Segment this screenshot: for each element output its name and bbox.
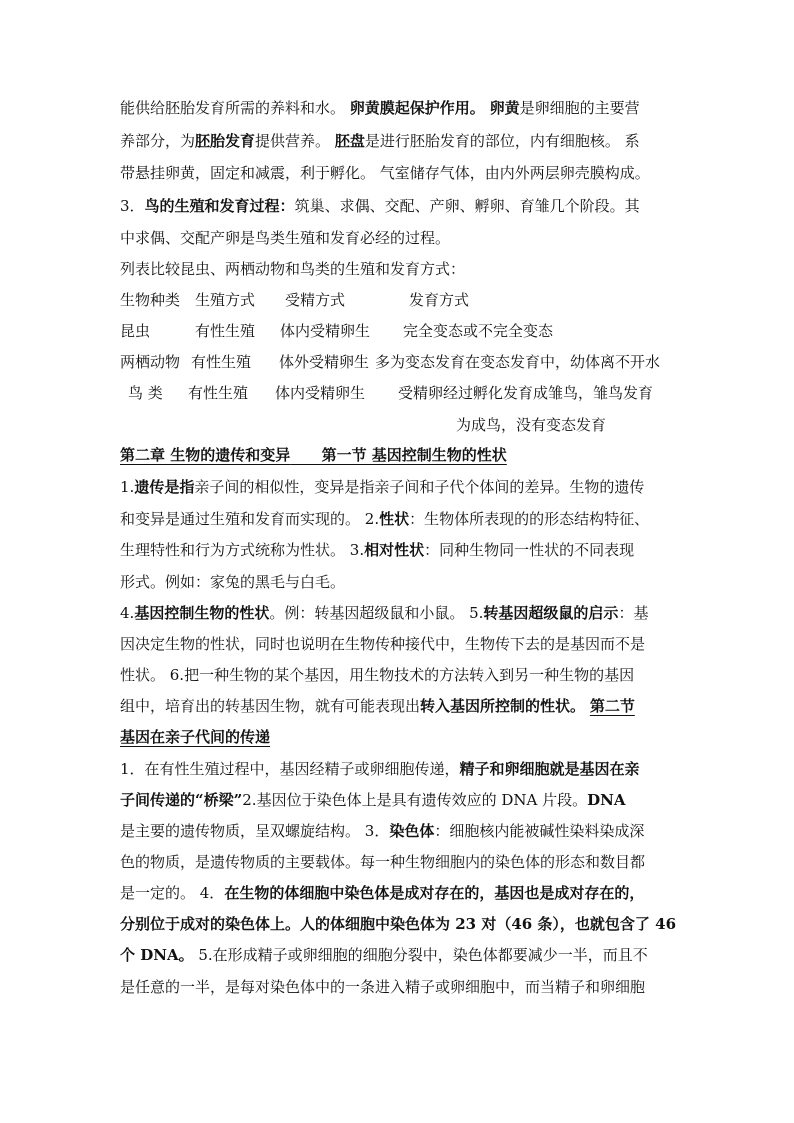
text-run: 是主要的遗传物质，呈双螺旋结构。 3． xyxy=(120,822,390,840)
table-cell-continuation: 为成鸟，没有变态发育 xyxy=(456,416,607,434)
text-run: 是进行胚胎发育的部位，内有细胞核。 系 xyxy=(364,132,640,150)
bold-text: 鸟的生殖和发育过程： xyxy=(144,197,295,215)
bold-text: 卵黄 xyxy=(489,99,520,117)
text-line: 是任意的一半，是每对染色体中的一条进入精子或卵细胞中，而当精子和卵细胞 xyxy=(120,978,646,996)
text-line: 列表比较昆虫、两栖动物和鸟类的生殖和发育方式： xyxy=(120,260,466,278)
text-line xyxy=(120,790,625,810)
text-line: 因决定生物的性状，同时也说明在生物传种接代中，生物传下去的是基因而不是 xyxy=(120,635,646,653)
text-run: 提供营养。 xyxy=(255,132,331,150)
text-line xyxy=(120,509,649,529)
text-run: 5.在形成精子或卵细胞的细胞分裂中，染色体都要减少一半，而且不 xyxy=(198,946,648,964)
table-header-cell: 发育方式 xyxy=(409,291,470,309)
bold-text: 遗传是指 xyxy=(134,478,195,496)
text-run: ：同种生物同一性状的不同表现 xyxy=(424,541,635,559)
text-run: 亲子间的相似性，变异是指亲子间和子代个体间的差异。生物的遗传 xyxy=(194,478,645,496)
bold-text: 在生物的体细胞中染色体是成对存在的，基因也是成对存在的， xyxy=(224,884,645,902)
table-cell: 两栖动物 xyxy=(120,353,181,371)
text-run: 养部分，为 xyxy=(120,132,196,150)
text-line: 性状。 6.把一种生物的某个基因，用生物技术的方法转入到另一种生物的基因 xyxy=(120,666,635,684)
text-line xyxy=(120,98,640,118)
section-title: 第一节 基因控制生物的性状 xyxy=(321,446,507,464)
text-run: 筑巢、求偶、交配、产卵、孵卵、育雏几个阶段。其 xyxy=(294,197,640,215)
bold-text: 相对性状 xyxy=(364,541,425,559)
bold-text: 转入基因所控制的性状。 xyxy=(420,697,586,715)
table-header-cell: 生殖方式 xyxy=(195,291,256,309)
text-run: 是一定的。 4． xyxy=(120,884,225,902)
chapter-heading xyxy=(120,445,507,465)
bold-text: 子间传递的“桥梁” xyxy=(120,791,243,809)
text-line xyxy=(120,196,640,216)
text-line: 分别位于成对的染色体上。人的体细胞中染色体为 23 对（46 条），也就包含了 46 xyxy=(120,915,677,933)
table-cell: 有性生殖 xyxy=(195,322,256,340)
text-line xyxy=(120,477,644,497)
text-run: 能供给胚胎发育所需的养料和水。 xyxy=(120,99,346,117)
section-title: 第二节 xyxy=(589,697,635,715)
bold-text: 胚盘 xyxy=(334,132,365,150)
table-header-cell: 生物种类 xyxy=(120,291,181,309)
text-line xyxy=(120,696,635,716)
text-line xyxy=(120,945,648,965)
bold-text: 染色体 xyxy=(389,822,435,840)
text-run: 1. xyxy=(120,478,135,496)
chapter-title: 第二章 生物的遗传和变异 xyxy=(120,446,291,464)
bold-text: 转基因超级鼠的启示 xyxy=(483,604,619,622)
bold-text: 胚胎发育 xyxy=(195,132,256,150)
table-cell: 多为变态发育在变态发育中，幼体离不开水 xyxy=(375,353,661,371)
text-run: 是卵细胞的主要营 xyxy=(519,99,640,117)
text-run: 2.基因位于染色体上是具有遗传效应的 DNA 片段。 xyxy=(242,791,588,809)
text-line xyxy=(120,759,640,779)
table-cell: 体内受精卵生 xyxy=(280,322,371,340)
text-line: 带悬挂卵黄，固定和减震，利于孵化。 气室储存气体，由内外两层卵壳膜构成。 xyxy=(120,164,650,182)
table-cell: 受精卵经过孵化发育成雏鸟，雏鸟发育 xyxy=(398,384,654,402)
text-line xyxy=(120,821,644,841)
text-line: 色的物质，是遗传物质的主要载体。每一种生物细胞内的染色体的形态和数目都 xyxy=(120,853,646,871)
text-run: 组中，培育出的转基因生物，就有可能表现出 xyxy=(120,697,421,715)
bold-text: 性状 xyxy=(379,510,410,528)
bold-text: 基因控制生物的性状 xyxy=(134,604,270,622)
bold-text: 卵黄膜起保护作用。 xyxy=(349,99,485,117)
text-line: 中求偶、交配产卵是鸟类生殖和发育必经的过程。 xyxy=(120,229,451,247)
table-cell: 有性生殖 xyxy=(191,353,252,371)
text-run: 1．在有性生殖过程中，基因经精子或卵细胞传递， xyxy=(120,760,460,778)
table-cell: 鸟 类 xyxy=(128,384,163,402)
text-run: ：基 xyxy=(618,604,649,622)
text-run: 3． xyxy=(120,197,145,215)
text-run: 4. xyxy=(120,604,135,622)
section-title: 基因在亲子代间的传递 xyxy=(120,728,271,746)
bold-text: 精子和卵细胞就是基因在亲 xyxy=(459,760,640,778)
text-line xyxy=(120,883,644,903)
table-cell: 完全变态或不完全变态 xyxy=(403,322,554,340)
text-run: 生理特性和行为方式统称为性状。 3. xyxy=(120,541,365,559)
table-cell: 体外受精卵生 xyxy=(279,353,370,371)
table-header-cell: 受精方式 xyxy=(285,291,346,309)
text-line xyxy=(120,540,634,560)
text-run: 。例：转基因超级鼠和小鼠。 5. xyxy=(269,604,484,622)
text-line xyxy=(120,603,648,623)
text-run: ：生物体所表现的的形态结构特征、 xyxy=(409,510,650,528)
table-cell: 有性生殖 xyxy=(188,384,249,402)
bold-text: 个 DNA。 xyxy=(120,946,194,964)
text-run: ：细胞核内能被碱性染料染成深 xyxy=(434,822,645,840)
text-line: 形式。例如：家兔的黑毛与白毛。 xyxy=(120,573,346,591)
bold-text: DNA xyxy=(587,791,626,809)
table-cell: 昆虫 xyxy=(120,322,151,340)
text-line xyxy=(120,131,640,151)
table-cell: 体内受精卵生 xyxy=(275,384,366,402)
text-run: 和变异是通过生殖和发育而实现的。 2. xyxy=(120,510,380,528)
